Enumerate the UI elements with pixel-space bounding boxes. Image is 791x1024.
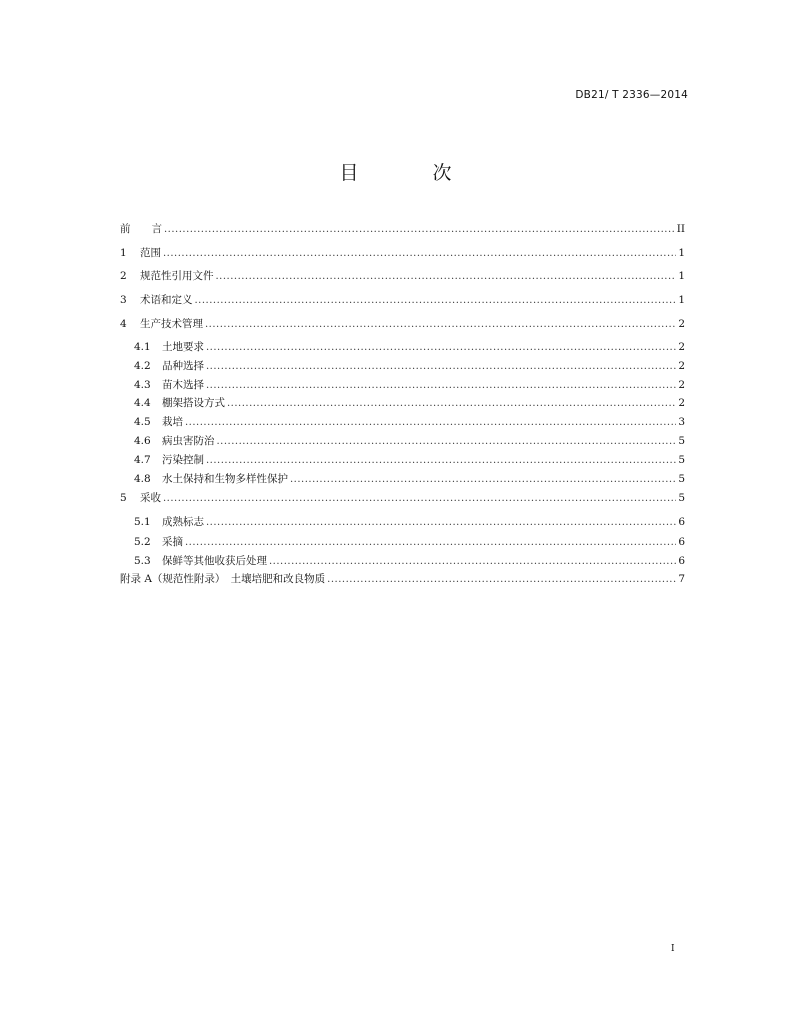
toc-entry-number: 4.7 <box>134 454 151 466</box>
toc-entry-page: 2 <box>678 379 685 391</box>
toc-entry-label: 术语和定义 <box>140 294 193 306</box>
toc-entry-label: 保鲜等其他收获后处理 <box>162 555 267 567</box>
toc-entry-page: 2 <box>678 341 685 353</box>
toc-entry-label: 采摘 <box>162 536 183 548</box>
toc-entry-page: 6 <box>678 516 685 528</box>
toc-entry-number: 5 <box>120 492 127 504</box>
toc-leader-dots <box>206 360 676 374</box>
toc-leader-dots <box>206 516 676 530</box>
toc-entry-label: 污染控制 <box>162 454 204 466</box>
toc-leader-dots <box>217 435 677 449</box>
document-code: DB21/ T 2336—2014 <box>575 89 688 101</box>
toc-entry-number: 4.3 <box>134 379 151 391</box>
toc-entry-label: 土地要求 <box>162 341 204 353</box>
toc-entry-page: 2 <box>678 397 685 409</box>
toc-entry-page: 2 <box>678 318 685 330</box>
toc-entry-label: 苗木选择 <box>162 379 204 391</box>
toc-entry-page: 6 <box>678 536 685 548</box>
toc-entry-number: 4.4 <box>134 397 151 409</box>
toc-leader-dots <box>163 247 676 261</box>
toc-entry-number: 3 <box>120 294 127 306</box>
toc-entry-page: 5 <box>678 454 685 466</box>
toc-entry-page: 6 <box>678 555 685 567</box>
toc-entry-4-7[interactable] <box>134 453 685 467</box>
toc-entry-number: 4.5 <box>134 416 151 428</box>
toc-leader-dots <box>195 294 677 308</box>
toc-entry-number: 4.6 <box>134 435 151 447</box>
toc-entry-4-6[interactable] <box>134 434 685 448</box>
toc-entry-4-2[interactable] <box>134 359 685 373</box>
toc-leader-dots <box>206 454 676 468</box>
toc-entry-5-1[interactable] <box>134 515 685 529</box>
toc-entry-page: 5 <box>678 473 685 485</box>
toc-entry-label: 前 言 <box>120 223 162 235</box>
toc-entry-4-8[interactable] <box>134 472 685 486</box>
toc-leader-dots <box>327 573 676 587</box>
toc-entry-label: 规范性引用文件 <box>140 270 214 282</box>
toc-entry-page: 1 <box>678 270 685 282</box>
toc-entry-number: 1 <box>120 247 127 259</box>
toc-entry-5-2[interactable] <box>134 535 685 549</box>
toc-entry-foreword[interactable] <box>120 222 685 236</box>
toc-leader-dots <box>164 223 675 237</box>
toc-entry-2[interactable] <box>120 269 685 283</box>
toc-entry-page: 5 <box>678 492 685 504</box>
toc-entry-page: II <box>676 223 685 235</box>
toc-entry-label: 棚架搭设方式 <box>162 397 225 409</box>
toc-leader-dots <box>163 492 676 506</box>
toc-entry-page: 5 <box>678 435 685 447</box>
toc-entry-number: 5.3 <box>134 555 151 567</box>
toc-leader-dots <box>216 270 677 284</box>
toc-entry-label: 栽培 <box>162 416 183 428</box>
toc-leader-dots <box>185 536 676 550</box>
toc-entry-4-3[interactable] <box>134 378 685 392</box>
toc-entry-4[interactable] <box>120 317 685 331</box>
toc-entry-page: 3 <box>678 416 685 428</box>
toc-entry-label: 病虫害防治 <box>162 435 215 447</box>
toc-entry-label: 生产技术管理 <box>140 318 203 330</box>
toc-entry-label: 采收 <box>140 492 161 504</box>
toc-entry-4-1[interactable] <box>134 340 685 354</box>
toc-entry-page: 7 <box>678 573 685 585</box>
toc-entry-page: 2 <box>678 360 685 372</box>
toc-entry-number: 4.2 <box>134 360 151 372</box>
toc-entry-label: 品种选择 <box>162 360 204 372</box>
toc-title: 目 次 <box>339 162 486 184</box>
toc-entry-label: 范围 <box>140 247 161 259</box>
toc-leader-dots <box>206 379 676 393</box>
toc-entry-appendix-a[interactable] <box>120 572 685 586</box>
toc-entry-number: 5.1 <box>134 516 151 528</box>
page-number: I <box>671 944 675 954</box>
toc-entry-number: 4 <box>120 318 127 330</box>
toc-entry-5[interactable] <box>120 491 685 505</box>
toc-entry-label: 水土保持和生物多样性保护 <box>162 473 288 485</box>
toc-entry-number: 2 <box>120 270 127 282</box>
toc-leader-dots <box>185 416 676 430</box>
toc-entry-label: 成熟标志 <box>162 516 204 528</box>
toc-entry-number: 5.2 <box>134 536 151 548</box>
toc-entry-label: 附录 A（规范性附录） 土壤培肥和改良物质 <box>120 573 326 585</box>
toc-entry-page: 1 <box>678 294 685 306</box>
toc-entry-number: 4.1 <box>134 341 151 353</box>
toc-leader-dots <box>290 473 676 487</box>
toc-entry-number: 4.8 <box>134 473 151 485</box>
toc-entry-1[interactable] <box>120 246 685 260</box>
toc-leader-dots <box>269 555 676 569</box>
toc-entry-4-5[interactable] <box>134 415 685 429</box>
toc-leader-dots <box>205 318 676 332</box>
toc-entry-4-4[interactable] <box>134 396 685 410</box>
toc-entry-page: 1 <box>678 247 685 259</box>
toc-leader-dots <box>206 341 676 355</box>
toc-entry-3[interactable] <box>120 293 685 307</box>
toc-leader-dots <box>227 397 676 411</box>
toc-entry-5-3[interactable] <box>134 554 685 568</box>
